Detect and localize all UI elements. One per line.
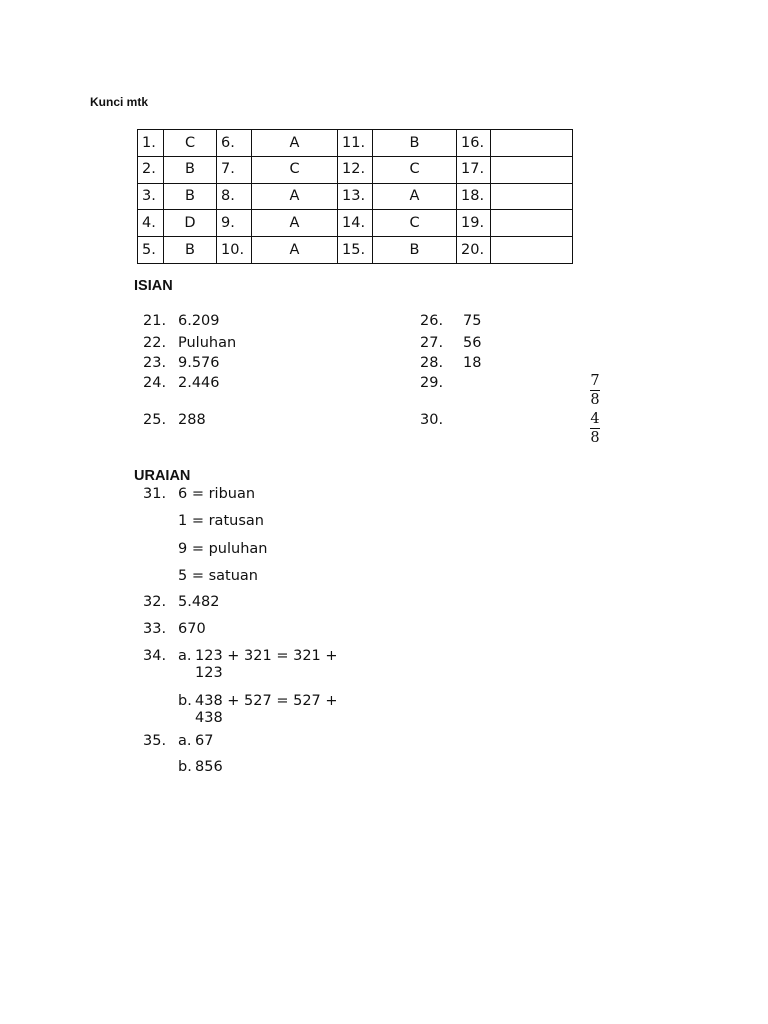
uraian-answer: 67	[195, 733, 214, 749]
isian-answer: 288	[178, 412, 206, 428]
uraian-heading: URAIAN	[134, 468, 191, 484]
question-number-cell: 10.	[217, 237, 252, 264]
uraian-number: 32.	[143, 594, 167, 610]
uraian-answer-line: 438 + 527 = 527 +	[195, 693, 338, 709]
answer-key-table	[137, 129, 573, 264]
isian-answer: 18	[463, 355, 482, 371]
isian-answer: 2.446	[178, 375, 220, 391]
question-number-cell: 14.	[338, 210, 373, 237]
isian-number: 22.	[143, 335, 167, 351]
table-row	[138, 183, 573, 210]
question-number-cell: 1.	[138, 130, 164, 157]
answer-cell: C	[373, 156, 457, 183]
isian-number: 26.	[420, 313, 444, 329]
question-number-cell: 19.	[457, 210, 491, 237]
question-number-cell: 3.	[138, 183, 164, 210]
isian-number: 27.	[420, 335, 444, 351]
question-number-cell: 7.	[217, 156, 252, 183]
answer-cell: D	[164, 210, 217, 237]
uraian-answer-line: 9 = puluhan	[178, 541, 268, 557]
isian-number: 21.	[143, 313, 167, 329]
answer-cell	[491, 156, 573, 183]
answer-cell: C	[373, 210, 457, 237]
answer-cell: A	[252, 210, 338, 237]
question-number-cell: 16.	[457, 130, 491, 157]
table-row	[138, 237, 573, 264]
fraction-numerator: 4	[590, 411, 600, 427]
answer-cell	[491, 237, 573, 264]
question-number-cell: 12.	[338, 156, 373, 183]
answer-cell: B	[373, 237, 457, 264]
sub-label: a.	[178, 733, 192, 749]
isian-number: 28.	[420, 355, 444, 371]
uraian-number: 34.	[143, 648, 167, 664]
answer-cell	[491, 183, 573, 210]
question-number-cell: 13.	[338, 183, 373, 210]
uraian-answer-line: 123 + 321 = 321 +	[195, 648, 338, 664]
uraian-answer: 856	[195, 759, 223, 775]
isian-answer: 56	[463, 335, 482, 351]
fraction-answer-30	[589, 410, 601, 447]
sub-label: b.	[178, 693, 192, 709]
isian-number: 30.	[420, 412, 444, 428]
uraian-number: 33.	[143, 621, 167, 637]
uraian-answer-line: 6 = ribuan	[178, 486, 256, 502]
uraian-number: 31.	[143, 486, 167, 502]
isian-answer: Puluhan	[178, 335, 237, 351]
table-row	[138, 210, 573, 237]
question-number-cell: 20.	[457, 237, 491, 264]
isian-answer: 6.209	[178, 313, 220, 329]
fraction-denominator: 8	[590, 392, 600, 408]
fraction-answer-29	[589, 372, 601, 409]
uraian-answer: 670	[178, 621, 206, 637]
sub-label: b.	[178, 759, 192, 775]
answer-cell: B	[373, 130, 457, 157]
question-number-cell: 18.	[457, 183, 491, 210]
table-row	[138, 156, 573, 183]
question-number-cell: 5.	[138, 237, 164, 264]
fraction-denominator: 8	[590, 430, 600, 446]
uraian-answer-line: 5 = satuan	[178, 568, 258, 584]
question-number-cell: 11.	[338, 130, 373, 157]
answer-cell	[491, 130, 573, 157]
answer-cell: B	[164, 237, 217, 264]
isian-heading: ISIAN	[134, 278, 173, 294]
answer-cell: A	[252, 130, 338, 157]
answer-cell: B	[164, 183, 217, 210]
uraian-number: 35.	[143, 733, 167, 749]
isian-number: 23.	[143, 355, 167, 371]
isian-answer: 75	[463, 313, 482, 329]
answer-cell: A	[373, 183, 457, 210]
answer-cell: A	[252, 237, 338, 264]
question-number-cell: 9.	[217, 210, 252, 237]
question-number-cell: 15.	[338, 237, 373, 264]
question-number-cell: 17.	[457, 156, 491, 183]
isian-number: 24.	[143, 375, 167, 391]
isian-number: 25.	[143, 412, 167, 428]
question-number-cell: 4.	[138, 210, 164, 237]
isian-answer: 9.576	[178, 355, 220, 371]
page-title: Kunci mtk	[90, 95, 149, 109]
table-row	[138, 130, 573, 157]
sub-label: a.	[178, 648, 192, 664]
uraian-answer-line: 1 = ratusan	[178, 513, 264, 529]
answer-cell: C	[164, 130, 217, 157]
answer-cell: B	[164, 156, 217, 183]
answer-cell	[491, 210, 573, 237]
question-number-cell: 6.	[217, 130, 252, 157]
answer-cell: C	[252, 156, 338, 183]
isian-number: 29.	[420, 375, 444, 391]
uraian-answer-line: 438	[195, 710, 223, 726]
uraian-answer: 5.482	[178, 594, 220, 610]
answer-cell: A	[252, 183, 338, 210]
fraction-numerator: 7	[590, 373, 600, 389]
question-number-cell: 2.	[138, 156, 164, 183]
uraian-answer-line: 123	[195, 665, 223, 681]
question-number-cell: 8.	[217, 183, 252, 210]
